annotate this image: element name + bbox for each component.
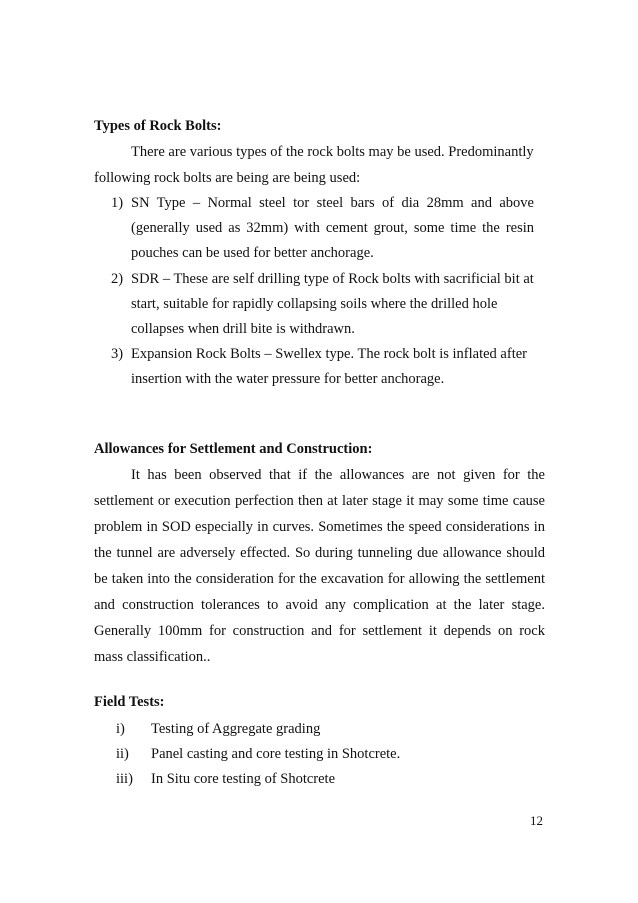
paragraph-line: the tunnel are adversely effected. So during tunneling due allowance should	[94, 545, 545, 561]
list-marker: i)	[116, 721, 125, 737]
paragraph-line: Generally 100mm for construction and for settlement it depends on rock	[94, 623, 545, 639]
paragraph-line: be taken into the consideration for the excavation for allowing the settlement	[94, 571, 545, 587]
section-heading-allowances: Allowances for Settlement and Construction:	[94, 441, 373, 457]
list-marker: iii)	[116, 771, 133, 787]
list-item-line: (generally used as 32mm) with cement grout, some time the resin	[131, 220, 534, 236]
list-item-line: Expansion Rock Bolts – Swellex type. The rock bolt is inflated after	[131, 346, 527, 362]
list-item-text: Testing of Aggregate grading	[151, 721, 321, 737]
list-item-line: pouches can be used for better anchorage.	[131, 245, 374, 261]
list-item-line: start, suitable for rapidly collapsing soils where the drilled hole	[131, 296, 498, 312]
intro-line: There are various types of the rock bolts may be used. Predominantly	[131, 144, 534, 160]
section-heading-field-tests: Field Tests:	[94, 694, 165, 710]
list-item-line: collapses when drill bite is withdrawn.	[131, 321, 355, 337]
section-heading-rock-bolts: Types of Rock Bolts:	[94, 118, 222, 134]
paragraph-line: settlement or execution perfection then at later stage it may some time cause	[94, 493, 545, 509]
paragraph-line: mass classification..	[94, 649, 211, 665]
list-item-text: In Situ core testing of Shotcrete	[151, 771, 336, 787]
list-item-text: Panel casting and core testing in Shotcrete.	[151, 746, 401, 762]
list-marker: ii)	[116, 746, 129, 762]
paragraph-line: problem in SOD especially in curves. Sometimes the speed considerations in	[94, 519, 545, 535]
list-item-line: SDR – These are self drilling type of Rock bolts with sacrificial bit at	[131, 271, 534, 287]
list-marker: 2)	[111, 271, 124, 287]
list-marker: 1)	[111, 195, 124, 211]
paragraph-line: and construction tolerances to avoid any complication at the later stage.	[94, 597, 545, 613]
intro-line: following rock bolts are being are being used:	[94, 170, 361, 186]
paragraph-line: It has been observed that if the allowances are not given for the	[131, 467, 545, 483]
list-marker: 3)	[111, 346, 124, 362]
list-item-line: insertion with the water pressure for better anchorage.	[131, 371, 445, 387]
page-number: 12	[530, 813, 543, 828]
list-item-line: SN Type – Normal steel tor steel bars of dia 28mm and above	[131, 195, 534, 211]
